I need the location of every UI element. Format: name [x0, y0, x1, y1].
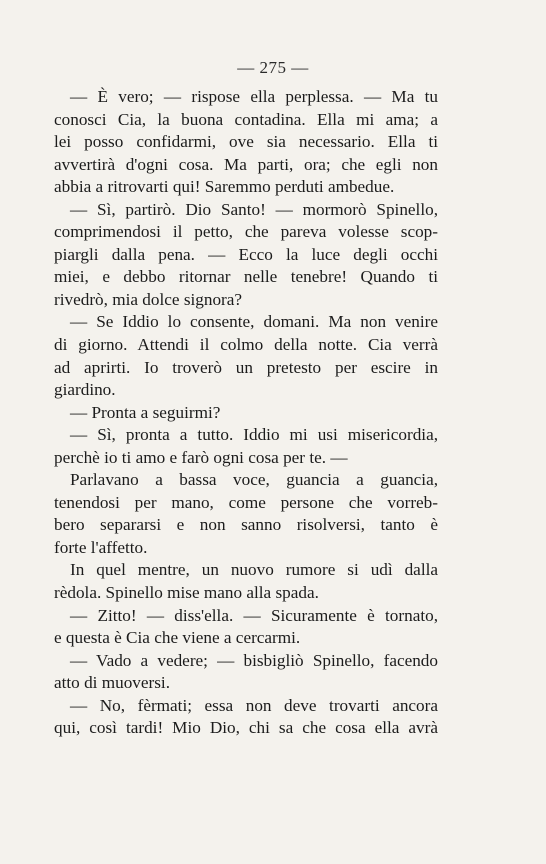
page-number: — 275 — — [237, 58, 309, 77]
text-line: — No, fèrmati; essa non deve trovarti ancora — [70, 695, 438, 715]
text-line: — È vero; — rispose ella perplessa. — Ma tu — [70, 87, 438, 106]
text-line: bero separarsi e non sanno risolversi, tanto è — [54, 515, 438, 535]
text-line: avvertirà d'ogni cosa. Ma parti, ora; che egli non — [54, 154, 438, 174]
text-line: perchè io ti amo e farò ogni cosa per te. — — [54, 447, 348, 467]
text-line: — Se Iddio lo consente, domani. Ma non venire — [70, 312, 438, 332]
text-line: — Sì, partirò. Dio Santo! — mormorò Spinello, — [70, 199, 438, 219]
text-line: atto di muoversi. — [54, 673, 170, 693]
text-line: forte l'affetto. — [54, 537, 148, 557]
text-line: abbia a ritrovarti qui! Saremmo perduti ambedue. — [54, 177, 395, 197]
text-line: ad aprirti. Io troverò un pretesto per escire in — [54, 357, 438, 377]
body-text — [54, 86, 438, 740]
text-line: comprimendosi il petto, che pareva volesse scop- — [54, 222, 438, 242]
text-line: conosci Cia, la buona contadina. Ella mi ama; a — [54, 109, 438, 129]
text-line: di giorno. Attendi il colmo della notte. Cia verrà — [54, 335, 438, 355]
text-line: qui, così tardi! Mio Dio, chi sa che cosa ella avrà — [54, 718, 438, 738]
text-line: piargli dalla pena. — Ecco la luce degli occhi — [54, 244, 438, 264]
text-line: — Zitto! — diss'ella. — Sicuramente è tornato, — [70, 605, 438, 625]
text-line: rèdola. Spinello mise mano alla spada. — [54, 583, 319, 603]
text-line: — Sì, pronta a tutto. Iddio mi usi misericordia, — [70, 425, 438, 445]
text-line: giardino. — [54, 380, 116, 400]
text-line: rivedrò, mia dolce signora? — [54, 289, 243, 309]
text-line: In quel mentre, un nuovo rumore si udì dalla — [70, 560, 438, 580]
text-line: — Vado a vedere; — bisbigliò Spinello, facendo — [70, 650, 438, 670]
text-line: lei posso confidarmi, ove sia necessario. Ella ti — [54, 132, 438, 152]
text-line: — Pronta a seguirmi? — [70, 402, 221, 422]
text-line: tenendosi per mano, come persone che vorreb- — [54, 492, 438, 512]
text-line: miei, e debbo ritornar nelle tenebre! Quando ti — [54, 267, 438, 287]
text-line: e questa è Cia che viene a cercarmi. — [54, 628, 301, 648]
text-line: Parlavano a bassa voce, guancia a guancia, — [70, 470, 438, 490]
